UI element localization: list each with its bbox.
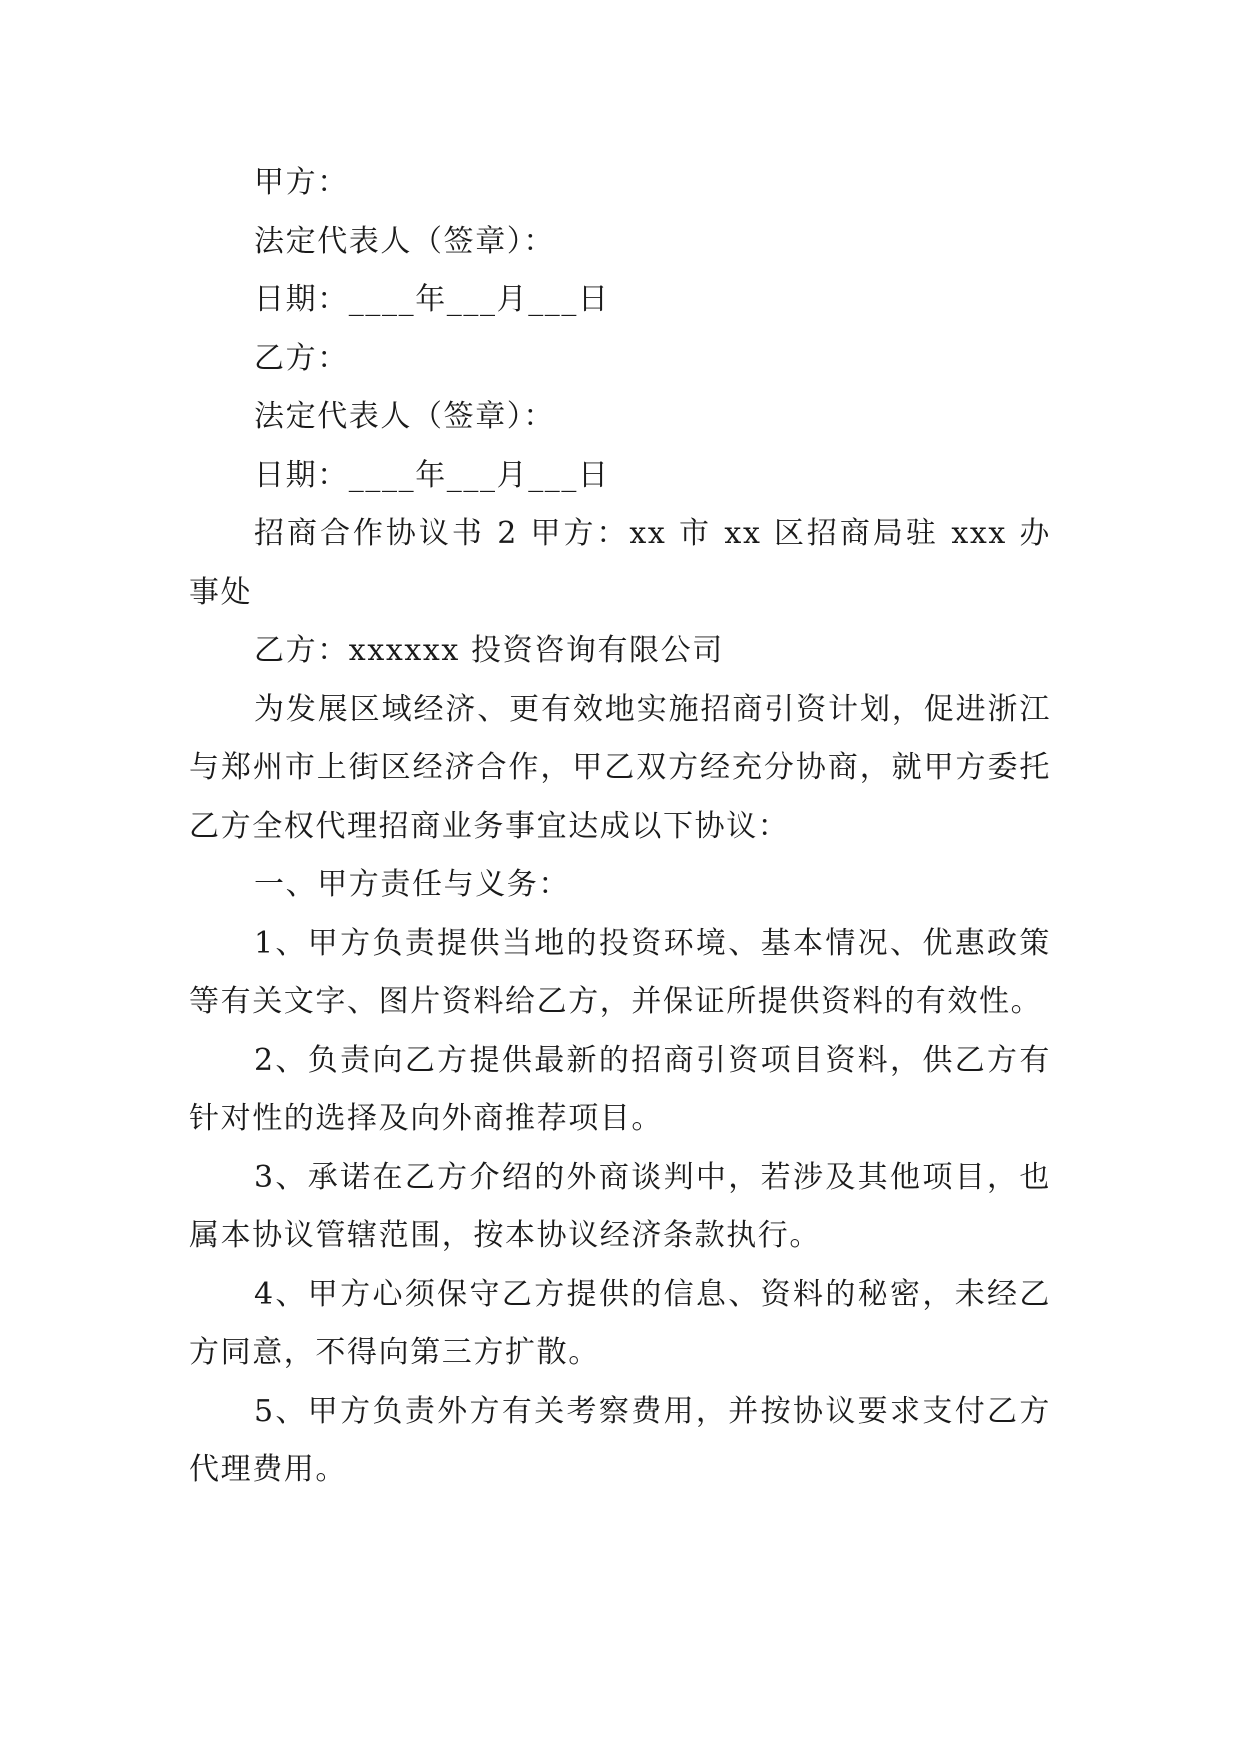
party-a-label: 甲方：: [254, 165, 349, 200]
clause-1: 1、甲方负责提供当地的投资环境、基本情况、优惠政策等有关文字、图片资料给乙方，并保证所提供资料的有效性。: [189, 925, 1051, 1019]
agreement-2-party-b: 乙方：xxxxxx 投资咨询有限公司: [254, 633, 724, 668]
section-heading-party-a-duties: 一、甲方责任与义务：: [254, 867, 570, 902]
clause-4: 4、甲方心须保守乙方提供的信息、资料的秘密，未经乙方同意，不得向第三方扩散。: [189, 1276, 1051, 1370]
clause-2: 2、负责向乙方提供最新的招商引资项目资料，供乙方有针对性的选择及向外商推荐项目。: [189, 1042, 1051, 1136]
party-b-date: 日期：____年___月___日: [254, 457, 610, 493]
clause-5: 5、甲方负责外方有关考察费用，并按协议要求支付乙方代理费用。: [189, 1393, 1051, 1487]
party-b-representative-signature: 法定代表人（签章）：: [254, 399, 555, 434]
agreement-2-party-a: 招商合作协议书 2 甲方：xx 市 xx 区招商局驻 xxx 办事处: [189, 516, 1051, 610]
party-b-label: 乙方：: [254, 340, 349, 376]
clause-3: 3、承诺在乙方介绍的外商谈判中，若涉及其他项目，也属本协议管辖范围，按本协议经济条款执行。: [189, 1159, 1051, 1253]
party-a-date: 日期：____年___月___日: [254, 282, 610, 317]
document-body: [189, 154, 1051, 1500]
preamble-paragraph: 为发展区域经济、更有效地实施招商引资计划，促进浙江与郑州市上街区经济合作，甲乙双方经充分协商，就甲方委托乙方全权代理招商业务事宜达成以下协议：: [189, 691, 1051, 844]
party-a-representative-signature: 法定代表人（签章）：: [254, 223, 555, 259]
